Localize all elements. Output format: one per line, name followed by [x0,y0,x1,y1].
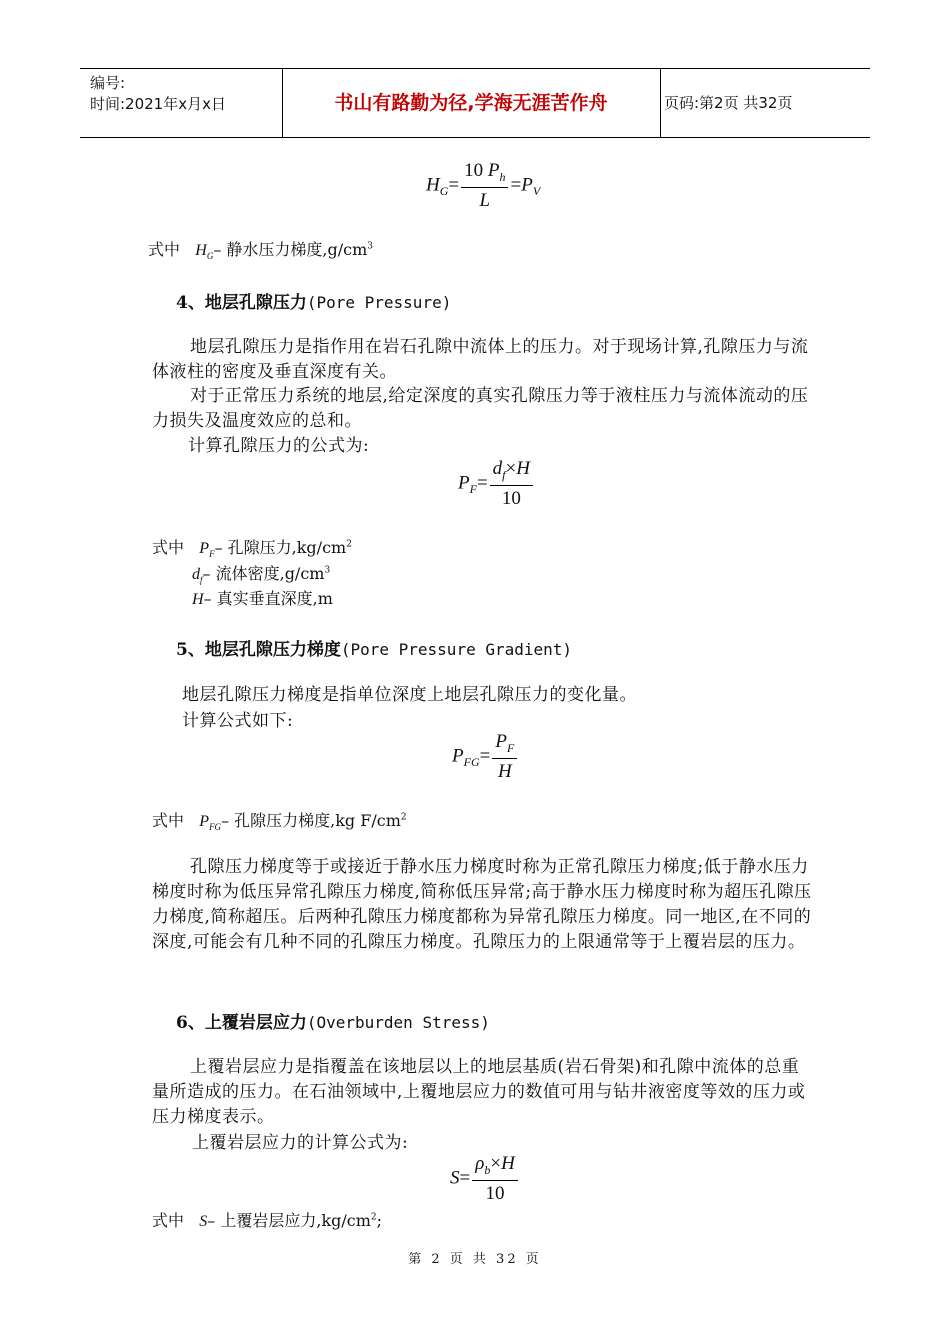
definition-hg: 式中 $H_G-$ 静水压力梯度$,g/cm^3$ [148,240,374,262]
section-heading-pore-pressure-gradient: 5、地层孔隙压力梯度(Pore Pressure Gradient) [176,640,573,660]
page-header [80,68,870,138]
document-date-label: 时间:2021年x月x日 [90,95,226,113]
section-heading-overburden-stress: 6、上覆岩层应力(Overburden Stress) [176,1013,490,1033]
paragraph: 孔隙压力梯度等于或接近于静水压力梯度时称为正常孔隙压力梯度;低于静水压力梯度时称为低压异常孔隙压力梯度,简称低压异常;高于静水压力梯度时称为超压孔隙压力梯度,简称超压。后两种孔隙压力梯度都称为异常孔隙压力梯度。同一地区,在不同的深度,可能会有几种不同的孔隙压力梯度。孔隙压力的上限通常等于上覆岩层的压力。 [152,857,812,952]
definition-h: H– 真实垂直深度,m [192,589,333,608]
paragraph: 计算孔隙压力的公式为: [188,436,370,456]
paragraph: 上覆岩层应力是指覆盖在该地层以上的地层基质(岩石骨架)和孔隙中流体的总重量所造成的压力。在石油领域中,上覆地层应力的数值可用与钻井液密度等效的压力或压力梯度表示。 [152,1057,806,1127]
formula-overburden-stress: S= $\frac{\rho_b\times H}{10}$ [450,1153,520,1205]
definition-df: $d_f-$ 流体密度$,g/cm^3$ [192,564,331,586]
formula-pore-pressure: $P_F=$ $\frac{d_f\times H}{10}$ [458,458,535,510]
page-footer: 第 2 页 共 32 页 [408,1252,542,1267]
formula-pore-pressure-gradient: $P_{FG}=$ $\frac{P_F}{H}$ [452,731,519,783]
paragraph: 对于正常压力系统的地层,给定深度的真实孔隙压力等于液柱压力与流体流动的压力损失及温度效应的总和。 [152,386,809,431]
paragraph: 地层孔隙压力梯度是指单位深度上地层孔隙压力的变化量。 [182,685,637,705]
document-number-label: 编号: [90,74,126,92]
paragraph: 计算公式如下: [182,711,294,731]
formula-hydrostatic-gradient: $H_G=$ $\frac{10 P_h}{L}$ $=P_V$ [426,160,541,211]
paragraph: 地层孔隙压力是指作用在岩石孔隙中流体上的压力。对于现场计算,孔隙压力与流体液柱的密度及垂直深度有关。 [152,337,809,382]
definition-pf: 式中 $P_F-$ 孔隙压力$,kg/cm^2$ [152,538,352,560]
definition-s: 式中 S– 上覆岩层应力$,kg/cm^2$; [152,1211,383,1230]
section-heading-pore-pressure: 4、地层孔隙压力(Pore Pressure) [176,293,452,313]
paragraph: 上覆岩层应力的计算公式为: [192,1133,409,1153]
definition-pfg: 式中 $P_{FG}-$ 孔隙压力梯度,kg $F/cm^2$ [152,811,407,833]
header-divider [660,69,661,137]
header-meta [90,73,226,115]
header-page-label: 页码:第2页 共32页 [664,94,793,112]
header-motto: 书山有路勤为径,学海无涯苦作舟 [334,92,608,114]
